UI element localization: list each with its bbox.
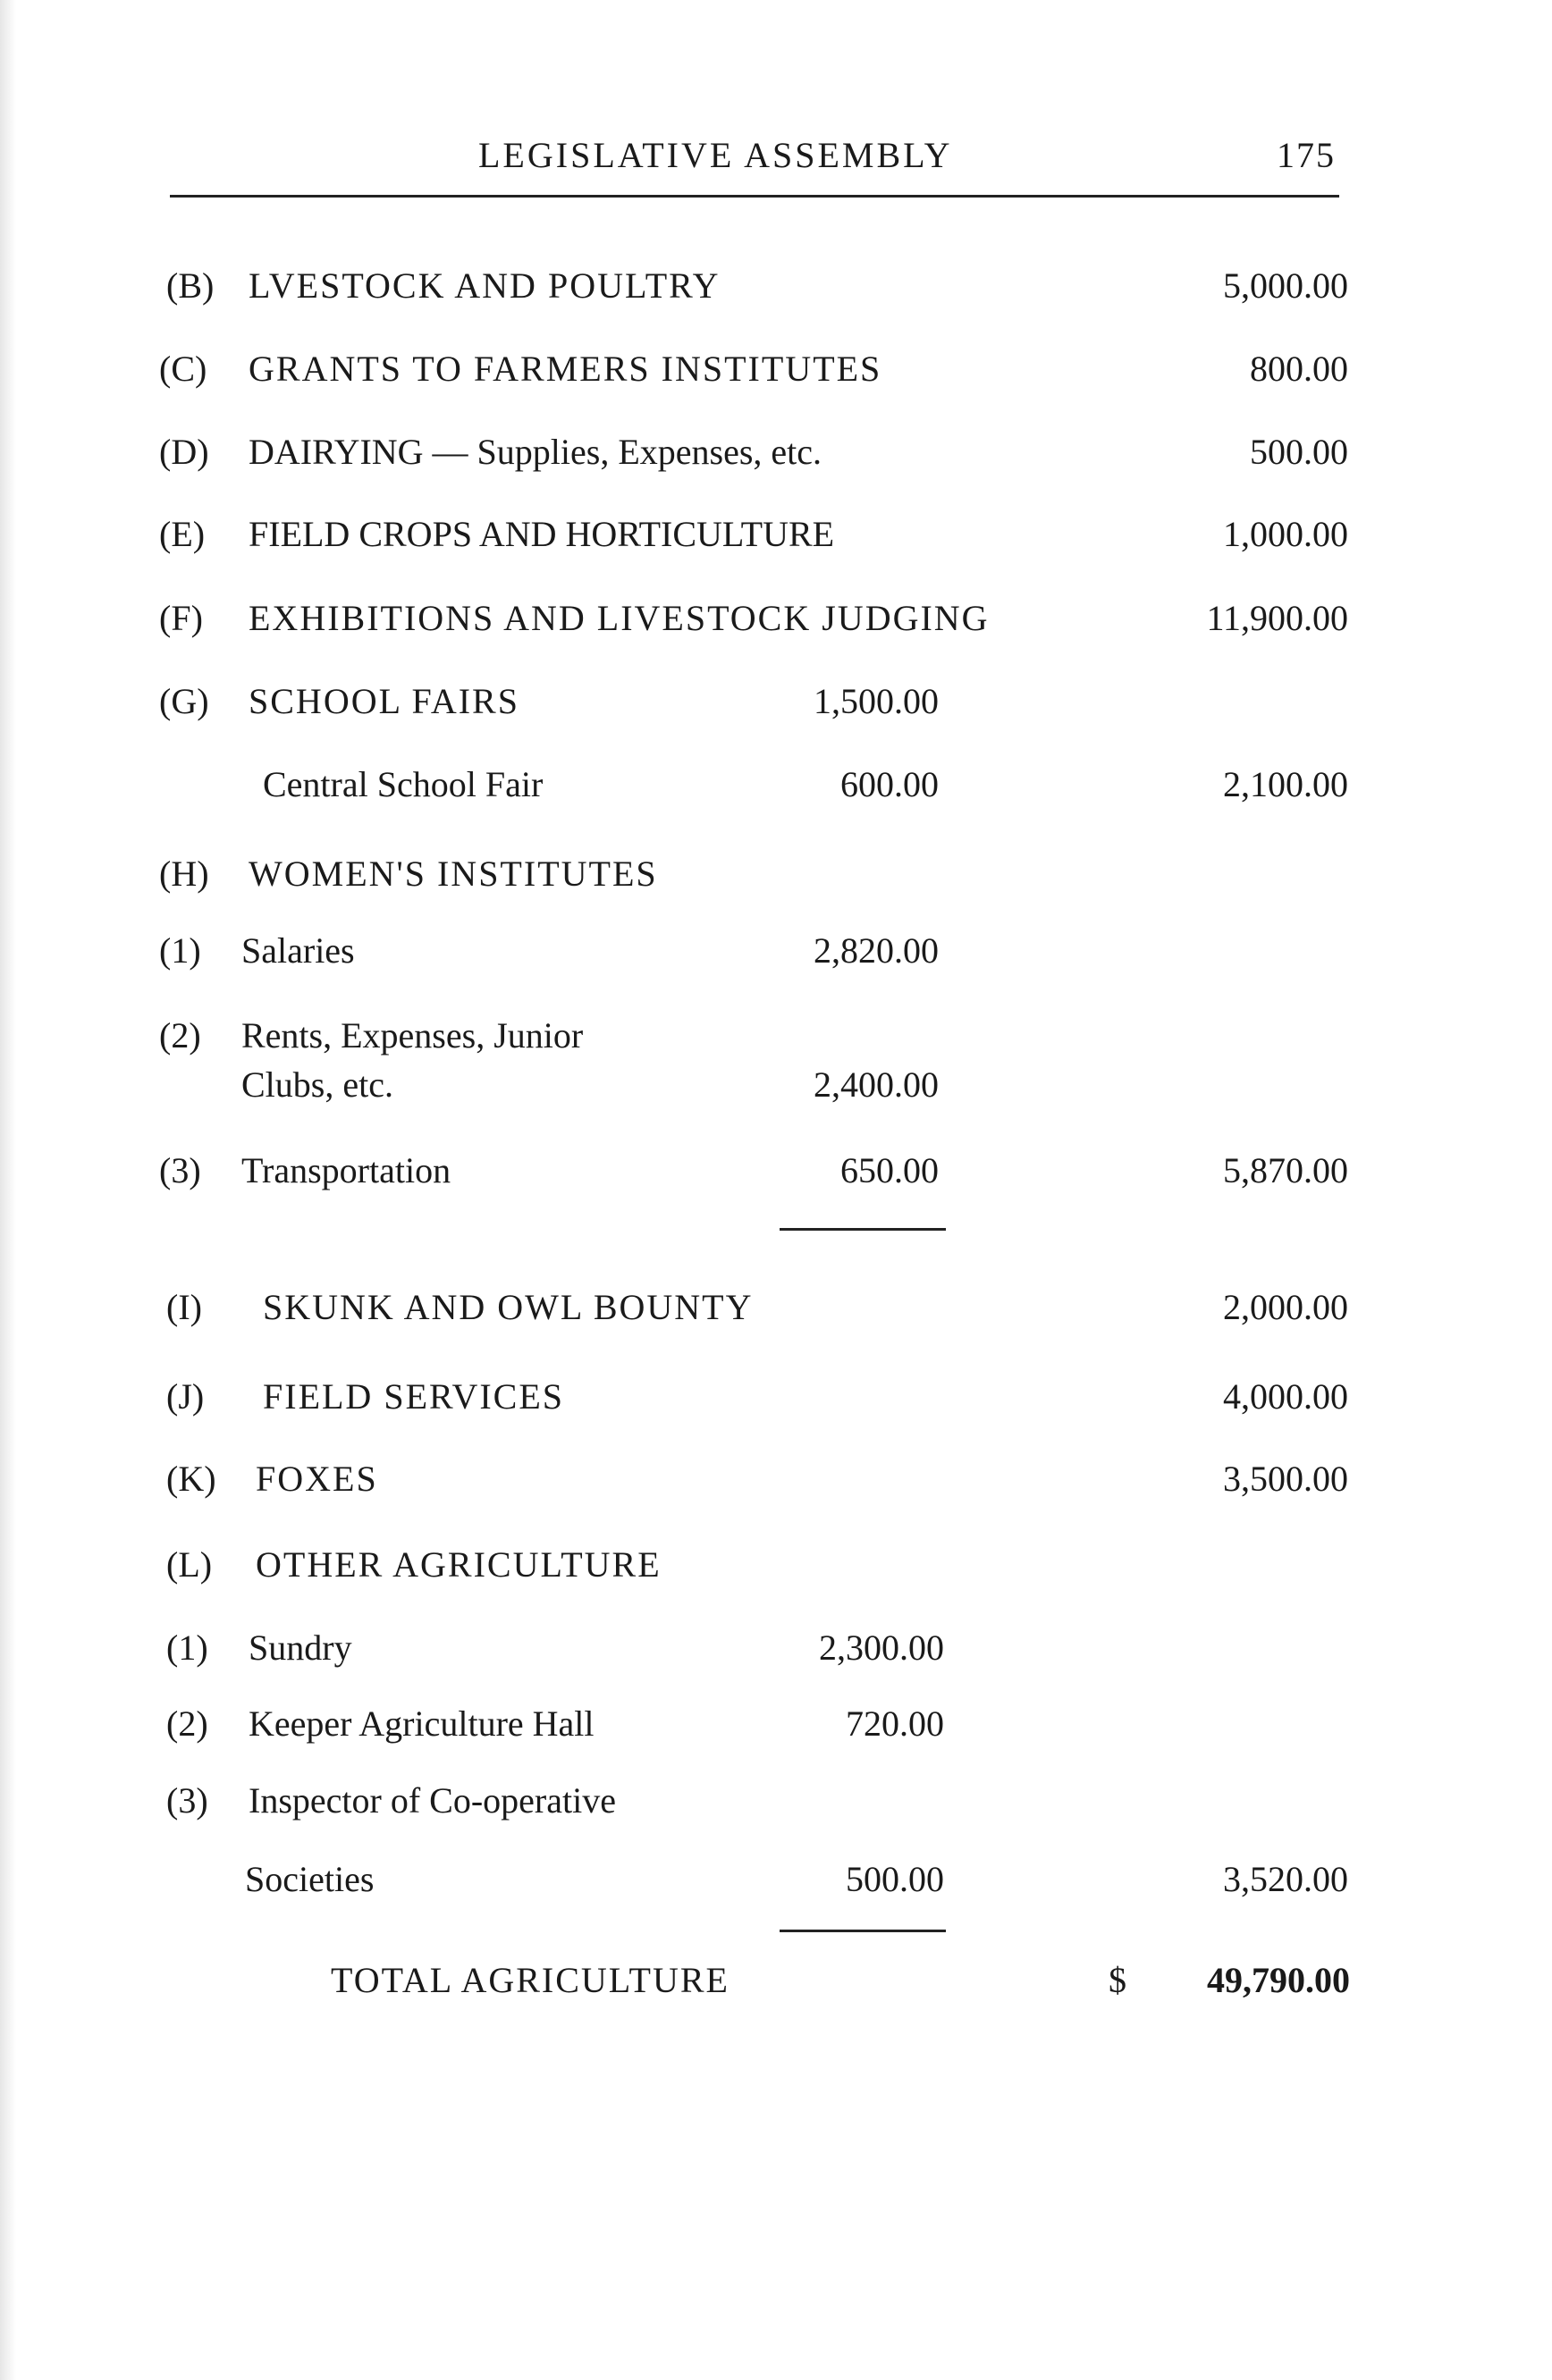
entry-label-b: (B) xyxy=(166,265,215,306)
subtotal-rule-2 xyxy=(780,1930,946,1932)
entry-label-l3: (3) xyxy=(166,1780,208,1821)
entry-sub-keeper-agriculture-hall: 720.00 xyxy=(846,1703,944,1744)
entry-text-school-fairs: SCHOOL FAIRS xyxy=(249,681,519,721)
entry-label-f: (F) xyxy=(159,598,203,638)
entry-total-field-crops: 1,000.00 xyxy=(1223,514,1348,554)
page-number: 175 xyxy=(1277,135,1336,175)
subtotal-rule xyxy=(780,1228,946,1231)
entry-label-g: (G) xyxy=(159,681,209,721)
grand-total-label: TOTAL AGRICULTURE xyxy=(331,1960,730,2000)
entry-text-societies: Societies xyxy=(245,1859,375,1899)
entry-text-transportation: Transportation xyxy=(241,1150,451,1190)
entry-label-d: (D) xyxy=(159,432,209,472)
entry-text-other-agriculture: OTHER AGRICULTURE xyxy=(256,1544,662,1585)
entry-label-k: (K) xyxy=(166,1459,216,1499)
grand-total-amount: 49,790.00 xyxy=(1207,1960,1350,2000)
entry-label-i: (I) xyxy=(166,1287,202,1327)
entry-text-livestock-poultry: LVESTOCK AND POULTRY xyxy=(249,265,721,306)
entry-sub-central-school-fair: 600.00 xyxy=(840,764,939,804)
entry-label-j: (J) xyxy=(166,1376,205,1417)
entry-text-salaries: Salaries xyxy=(241,930,355,971)
entry-total-school-fairs: 2,100.00 xyxy=(1223,764,1348,804)
entry-label-c: (C) xyxy=(159,349,207,389)
entry-label-l1: (1) xyxy=(166,1627,208,1668)
entry-label-e: (E) xyxy=(159,514,206,554)
entry-total-livestock-poultry: 5,000.00 xyxy=(1223,265,1348,306)
entry-text-dairying: DAIRYING — Supplies, Expenses, etc. xyxy=(249,432,822,472)
entry-text-foxes: FOXES xyxy=(256,1459,378,1499)
running-header-title: LEGISLATIVE ASSEMBLY xyxy=(478,135,953,175)
entry-label-h: (H) xyxy=(159,854,209,894)
entry-total-foxes: 3,500.00 xyxy=(1223,1459,1348,1499)
entry-total-womens-institutes: 5,870.00 xyxy=(1223,1150,1348,1190)
entry-sub-societies: 500.00 xyxy=(846,1859,944,1899)
entry-total-other-agriculture: 3,520.00 xyxy=(1223,1859,1348,1899)
entry-text-exhibitions: EXHIBITIONS AND LIVESTOCK JUDGING xyxy=(249,598,990,638)
entry-label-h1: (1) xyxy=(159,930,201,971)
entry-text-womens-institutes: WOMEN'S INSTITUTES xyxy=(249,854,658,894)
entry-text-rents: Rents, Expenses, Junior xyxy=(241,1015,584,1055)
entry-text-inspector: Inspector of Co-operative xyxy=(249,1780,616,1821)
entry-label-l2: (2) xyxy=(166,1703,208,1744)
entry-total-dairying: 500.00 xyxy=(1250,432,1348,472)
entry-text-field-crops: FIELD CROPS AND HORTICULTURE xyxy=(249,514,835,554)
entry-text-field-services: FIELD SERVICES xyxy=(263,1376,565,1417)
entry-text-clubs: Clubs, etc. xyxy=(241,1064,393,1105)
entry-text-grants-farmers: GRANTS TO FARMERS INSTITUTES xyxy=(249,349,882,389)
page-edge-shadow xyxy=(0,0,16,2380)
entry-sub-clubs: 2,400.00 xyxy=(814,1064,939,1105)
entry-text-central-school-fair: Central School Fair xyxy=(263,764,544,804)
entry-total-grants-farmers: 800.00 xyxy=(1250,349,1348,389)
entry-label-h3: (3) xyxy=(159,1150,201,1190)
entry-label-l: (L) xyxy=(166,1544,213,1585)
entry-total-skunk-owl-bounty: 2,000.00 xyxy=(1223,1287,1348,1327)
header-rule xyxy=(170,195,1339,198)
entry-sub-salaries: 2,820.00 xyxy=(814,930,939,971)
entry-total-exhibitions: 11,900.00 xyxy=(1206,598,1348,638)
entry-text-skunk-owl-bounty: SKUNK AND OWL BOUNTY xyxy=(263,1287,754,1327)
entry-sub-sundry: 2,300.00 xyxy=(819,1627,944,1668)
entry-sub-school-fairs: 1,500.00 xyxy=(814,681,939,721)
entry-label-h2: (2) xyxy=(159,1015,201,1055)
entry-text-keeper-agriculture-hall: Keeper Agriculture Hall xyxy=(249,1703,595,1744)
entry-sub-transportation: 650.00 xyxy=(840,1150,939,1190)
entry-text-sundry: Sundry xyxy=(249,1627,352,1668)
entry-total-field-services: 4,000.00 xyxy=(1223,1376,1348,1417)
currency-symbol: $ xyxy=(1109,1960,1126,2000)
